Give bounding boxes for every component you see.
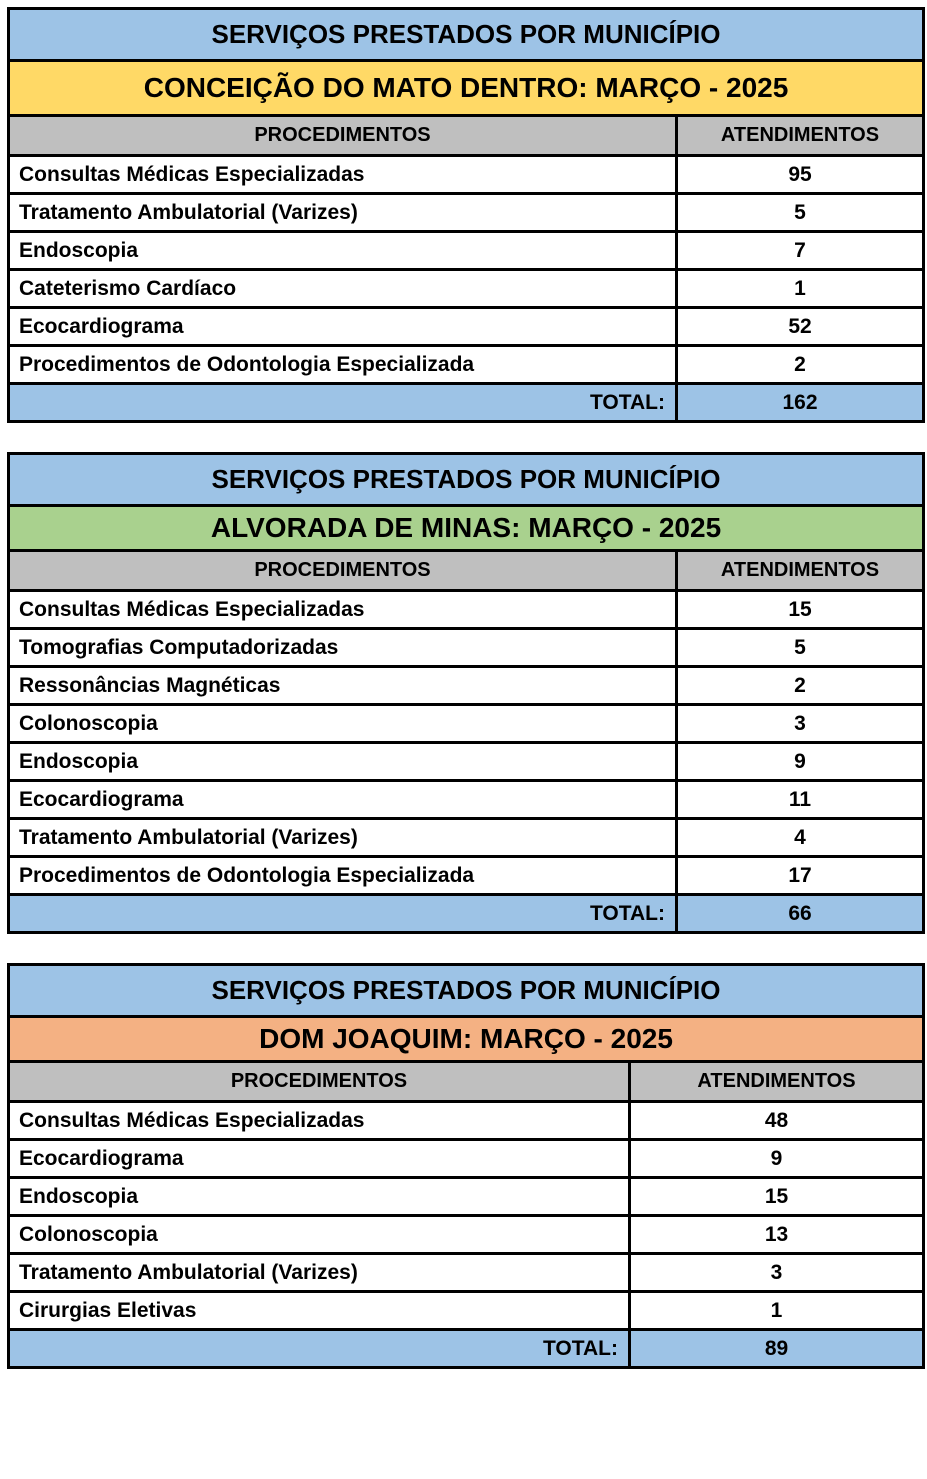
attendance-count: 3 <box>677 705 924 743</box>
procedure-label: Consultas Médicas Especializadas <box>9 1102 630 1140</box>
procedure-label: Procedimentos de Odontologia Especializada <box>9 346 677 384</box>
column-header-atendimentos: ATENDIMENTOS <box>630 1062 924 1102</box>
table-title: SERVIÇOS PRESTADOS POR MUNICÍPIO <box>9 454 924 506</box>
municipality-row <box>9 61 924 116</box>
total-value: 66 <box>677 895 924 933</box>
table-row <box>9 346 924 384</box>
attendance-count: 9 <box>630 1140 924 1178</box>
attendance-count: 2 <box>677 346 924 384</box>
attendance-count: 13 <box>630 1216 924 1254</box>
municipality-header: CONCEIÇÃO DO MATO DENTRO: MARÇO - 2025 <box>9 61 924 116</box>
attendance-count: 15 <box>677 591 924 629</box>
column-header-row <box>9 1062 924 1102</box>
column-header-procedimentos: PROCEDIMENTOS <box>9 1062 630 1102</box>
table-row <box>9 270 924 308</box>
procedure-label: Tomografias Computadorizadas <box>9 629 677 667</box>
table-row <box>9 743 924 781</box>
attendance-count: 7 <box>677 232 924 270</box>
total-label: TOTAL: <box>9 1330 630 1368</box>
table-title: SERVIÇOS PRESTADOS POR MUNICÍPIO <box>9 965 924 1017</box>
attendance-count: 5 <box>677 629 924 667</box>
total-label: TOTAL: <box>9 384 677 422</box>
municipality-row <box>9 1017 924 1062</box>
column-header-row <box>9 116 924 156</box>
attendance-count: 1 <box>630 1292 924 1330</box>
attendance-count: 48 <box>630 1102 924 1140</box>
table-row <box>9 1254 924 1292</box>
procedure-label: Cateterismo Cardíaco <box>9 270 677 308</box>
table-row <box>9 1178 924 1216</box>
table-row <box>9 591 924 629</box>
procedure-label: Ecocardiograma <box>9 1140 630 1178</box>
procedure-label: Consultas Médicas Especializadas <box>9 591 677 629</box>
table-title-row <box>9 965 924 1017</box>
table-row <box>9 1292 924 1330</box>
column-header-atendimentos: ATENDIMENTOS <box>677 551 924 591</box>
procedure-label: Consultas Médicas Especializadas <box>9 156 677 194</box>
total-row <box>9 895 924 933</box>
total-row <box>9 384 924 422</box>
attendance-count: 2 <box>677 667 924 705</box>
procedure-label: Ecocardiograma <box>9 781 677 819</box>
services-table-conceicao <box>7 7 925 423</box>
attendance-count: 3 <box>630 1254 924 1292</box>
table-row <box>9 232 924 270</box>
total-row <box>9 1330 924 1368</box>
column-header-procedimentos: PROCEDIMENTOS <box>9 551 677 591</box>
table-title: SERVIÇOS PRESTADOS POR MUNICÍPIO <box>9 9 924 61</box>
procedure-label: Colonoscopia <box>9 705 677 743</box>
procedure-label: Tratamento Ambulatorial (Varizes) <box>9 819 677 857</box>
municipality-row <box>9 506 924 551</box>
attendance-count: 4 <box>677 819 924 857</box>
column-header-atendimentos: ATENDIMENTOS <box>677 116 924 156</box>
table-row <box>9 857 924 895</box>
procedure-label: Procedimentos de Odontologia Especializada <box>9 857 677 895</box>
table-row <box>9 667 924 705</box>
table-title-row <box>9 9 924 61</box>
procedure-label: Colonoscopia <box>9 1216 630 1254</box>
table-row <box>9 629 924 667</box>
procedure-label: Tratamento Ambulatorial (Varizes) <box>9 194 677 232</box>
table-row <box>9 781 924 819</box>
procedure-label: Endoscopia <box>9 743 677 781</box>
attendance-count: 52 <box>677 308 924 346</box>
services-table-dom-joaquim <box>7 963 925 1369</box>
services-table-alvorada <box>7 452 925 934</box>
table-title-row <box>9 454 924 506</box>
table-row <box>9 1140 924 1178</box>
table-row <box>9 1216 924 1254</box>
attendance-count: 5 <box>677 194 924 232</box>
attendance-count: 15 <box>630 1178 924 1216</box>
total-value: 89 <box>630 1330 924 1368</box>
table-row <box>9 819 924 857</box>
total-label: TOTAL: <box>9 895 677 933</box>
procedure-label: Ecocardiograma <box>9 308 677 346</box>
procedure-label: Cirurgias Eletivas <box>9 1292 630 1330</box>
table-row <box>9 705 924 743</box>
table-row <box>9 1102 924 1140</box>
table-row <box>9 194 924 232</box>
procedure-label: Endoscopia <box>9 1178 630 1216</box>
municipality-header: DOM JOAQUIM: MARÇO - 2025 <box>9 1017 924 1062</box>
total-value: 162 <box>677 384 924 422</box>
table-row <box>9 156 924 194</box>
table-row <box>9 308 924 346</box>
column-header-row <box>9 551 924 591</box>
attendance-count: 1 <box>677 270 924 308</box>
attendance-count: 95 <box>677 156 924 194</box>
procedure-label: Endoscopia <box>9 232 677 270</box>
procedure-label: Ressonâncias Magnéticas <box>9 667 677 705</box>
attendance-count: 17 <box>677 857 924 895</box>
attendance-count: 11 <box>677 781 924 819</box>
municipality-header: ALVORADA DE MINAS: MARÇO - 2025 <box>9 506 924 551</box>
procedure-label: Tratamento Ambulatorial (Varizes) <box>9 1254 630 1292</box>
attendance-count: 9 <box>677 743 924 781</box>
column-header-procedimentos: PROCEDIMENTOS <box>9 116 677 156</box>
